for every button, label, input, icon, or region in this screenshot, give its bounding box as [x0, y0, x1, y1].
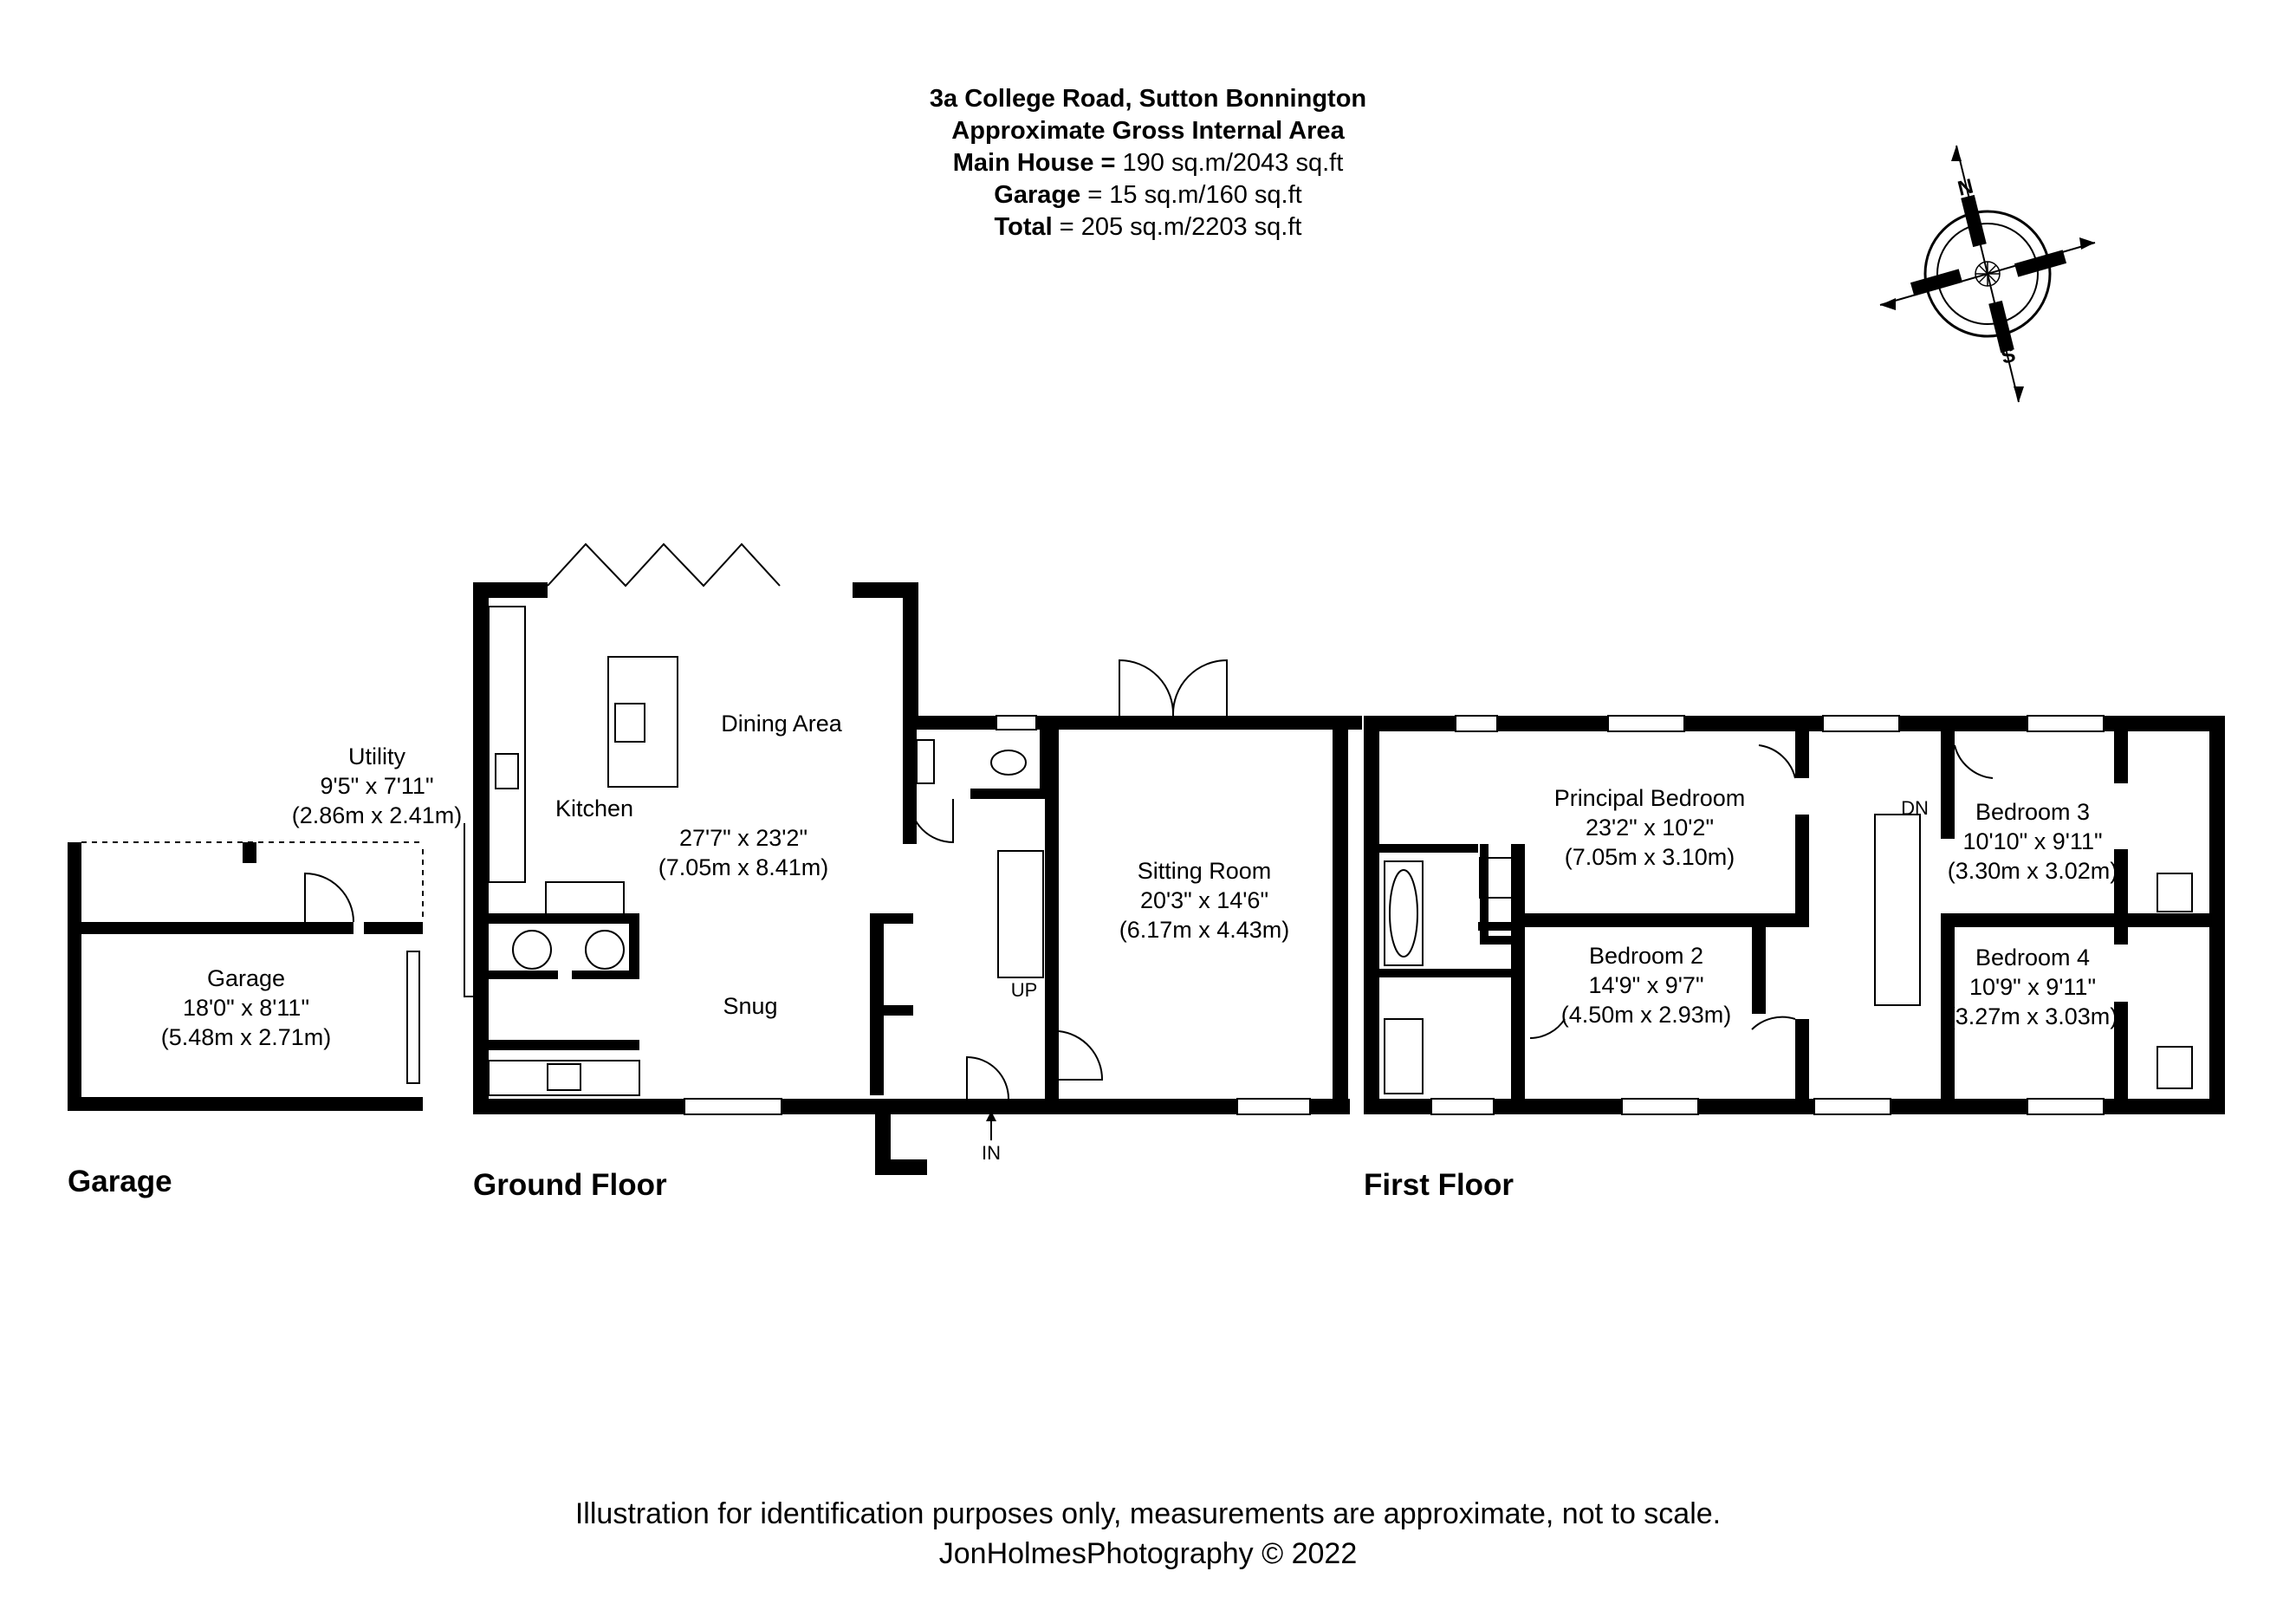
stairs-down-label: DN — [1901, 797, 1929, 819]
compass-north-label: N — [1955, 174, 1976, 201]
principal-bedroom-name: Principal Bedroom — [1553, 785, 1746, 811]
bedroom-3-imperial: 10'10" x 9'11" — [1962, 828, 2103, 854]
sitting-room-imperial: 20'3" x 14'6" — [1139, 887, 1269, 913]
compass-rose-icon — [1880, 146, 2095, 402]
garage-name: Garage — [206, 965, 286, 991]
bedroom-2-name: Bedroom 2 — [1588, 943, 1704, 969]
stairs-up-label: UP — [1010, 979, 1038, 1001]
utility-name: Utility — [348, 743, 405, 769]
principal-bedroom-imperial: 23'2" x 10'2" — [1585, 815, 1715, 841]
sitting-room-metric: (6.17m x 4.43m) — [1119, 917, 1290, 943]
sitting-room-name: Sitting Room — [1137, 858, 1272, 884]
snug-name: Snug — [723, 993, 778, 1019]
main-house-label: Main House = — [952, 149, 1116, 177]
principal-bedroom-metric: (7.05m x 3.10m) — [1564, 844, 1735, 870]
garage-floor-label: Garage — [68, 1165, 172, 1198]
copyright-text: JonHolmesPhotography © 2022 — [938, 1537, 1358, 1570]
disclaimer-text: Illustration for identification purposes only, measurements are approximate, not to scale. — [574, 1497, 1722, 1530]
entrance-label: IN — [982, 1142, 1001, 1164]
entrance-arrow-icon — [986, 1111, 996, 1140]
utility-metric: (2.86m x 2.41m) — [291, 802, 463, 828]
garage-area-value: = 15 sq.m/160 sq.ft — [1080, 181, 1302, 209]
main-house-value: 190 sq.m/2043 sq.ft — [1115, 149, 1344, 177]
bedroom-3-name: Bedroom 3 — [1975, 799, 2091, 825]
bedroom-4-imperial: 10'9" x 9'11" — [1968, 974, 2097, 1000]
first-floor-plan — [1364, 716, 2225, 1114]
bedroom-2-metric: (4.50m x 2.93m) — [1560, 1002, 1732, 1028]
garage-imperial: 18'0" x 8'11" — [182, 995, 310, 1021]
compass-south-label: S — [1998, 342, 2018, 369]
area-subtitle: Approximate Gross Internal Area — [951, 117, 1345, 145]
kitchen-name: Kitchen — [555, 795, 634, 821]
garage-metric: (5.48m x 2.71m) — [160, 1024, 332, 1050]
plan-footer — [0, 1494, 2296, 1574]
bedroom-4-name: Bedroom 4 — [1975, 945, 2091, 971]
bedroom-4-metric: (3.27m x 3.03m) — [1947, 1003, 2118, 1029]
property-address: 3a College Road, Sutton Bonnington — [929, 85, 1367, 113]
garage-area-label: Garage — [994, 181, 1081, 209]
ground-floor-label: Ground Floor — [473, 1168, 667, 1202]
kitchen-imperial: 27'7" x 23'2" — [678, 825, 808, 851]
first-floor-label: First Floor — [1364, 1168, 1514, 1202]
utility-imperial: 9'5" x 7'11" — [320, 773, 434, 799]
dining-area-name: Dining Area — [721, 711, 842, 737]
bedroom-3-metric: (3.30m x 3.02m) — [1947, 858, 2118, 884]
kitchen-metric: (7.05m x 8.41m) — [658, 854, 829, 880]
bedroom-2-imperial: 14'9" x 9'7" — [1588, 972, 1704, 998]
total-area-value: = 205 sq.m/2203 sq.ft — [1052, 213, 1302, 241]
total-area-label: Total — [994, 213, 1053, 241]
room-labels — [161, 711, 2118, 1164]
